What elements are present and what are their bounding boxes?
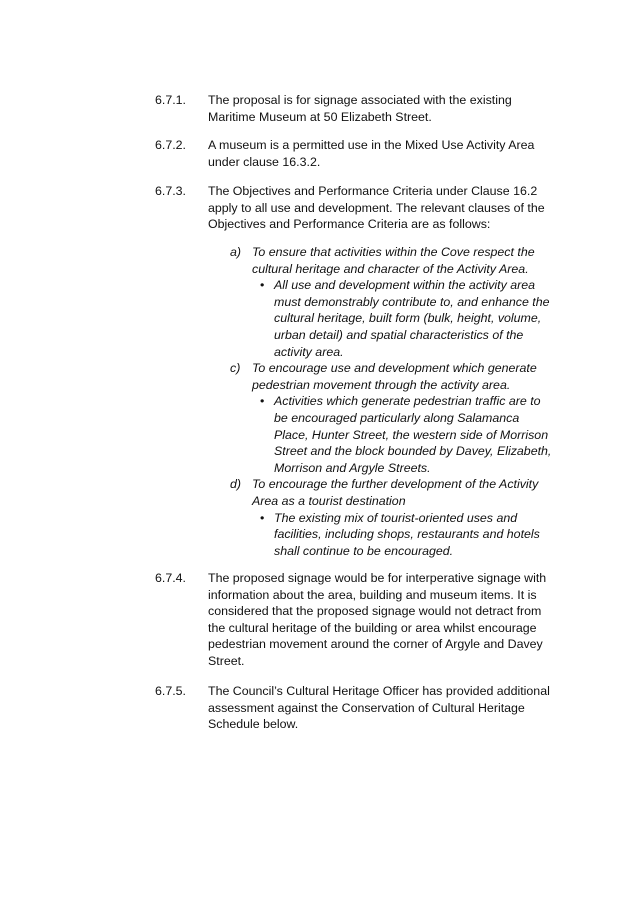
text-line: under clause 16.3.2. xyxy=(208,154,321,169)
text-line: A museum is a permitted use in the Mixed Use Activity Area xyxy=(208,138,535,152)
objective-a xyxy=(230,244,570,360)
clause-number: 6.7.3. xyxy=(155,184,187,198)
objective-text xyxy=(252,476,552,509)
bullet-item xyxy=(260,393,564,476)
text-line: Morrison and Argyle Streets. xyxy=(274,460,431,475)
text-line: apply to all use and development. The relevant clauses of the xyxy=(208,200,545,215)
objectives-list xyxy=(230,244,570,559)
clause-text xyxy=(208,570,568,670)
text-line: cultural heritage, built form (bulk, height, volume, xyxy=(274,311,542,326)
objective-letter: d) xyxy=(230,477,242,492)
objective-c xyxy=(230,360,570,476)
text-line: Schedule below. xyxy=(208,717,299,732)
text-line: All use and development within the activity area xyxy=(274,278,536,293)
clause-text xyxy=(208,683,568,733)
text-line: To encourage the further development of the Activity xyxy=(252,477,539,492)
clause-text xyxy=(208,137,568,170)
objective-letter: a) xyxy=(230,245,242,259)
objective-text xyxy=(252,244,552,277)
text-line: Street. xyxy=(208,653,245,668)
clause-number: 6.7.1. xyxy=(155,93,187,107)
text-line: The Council’s Cultural Heritage Officer has provided additional xyxy=(208,684,550,698)
clause-number: 6.7.5. xyxy=(155,684,187,698)
bullet-item xyxy=(260,277,564,360)
clause-number: 6.7.4. xyxy=(155,571,187,585)
text-line: Place, Hunter Street, the western side of Morrison xyxy=(274,427,549,442)
text-line: information about the area, building and museum items. It is xyxy=(208,587,537,602)
text-line: urban detail) and spatial characteristics of the xyxy=(274,327,524,342)
objective-d xyxy=(230,476,570,559)
text-line: Activities which generate pedestrian traffic are to xyxy=(274,394,541,409)
text-line: The proposal is for signage associated with the existing xyxy=(208,93,512,107)
clause-number: 6.7.2. xyxy=(155,138,187,152)
bullet-item xyxy=(260,510,564,560)
text-line: To ensure that activities within the Cove respect the xyxy=(252,245,535,259)
text-line: The Objectives and Performance Criteria under Clause 16.2 xyxy=(208,184,538,198)
text-line: considered that the proposed signage would not detract from xyxy=(208,604,542,619)
text-line: Area as a tourist destination xyxy=(252,493,406,508)
text-line: Street and the block bounded by Davey, Elizabeth, xyxy=(274,444,552,459)
text-line: cultural heritage and character of the Activity Area. xyxy=(252,261,529,276)
text-line: Maritime Museum at 50 Elizabeth Street. xyxy=(208,109,432,124)
bullet-icon: • xyxy=(260,394,265,409)
objective-text xyxy=(252,360,552,393)
text-line: facilities, including shops, restaurants and hotels xyxy=(274,527,540,542)
bullet-icon: • xyxy=(260,510,265,525)
text-line: Objectives and Performance Criteria are as follows: xyxy=(208,217,491,232)
text-line: be encouraged particularly along Salamanca xyxy=(274,410,520,425)
text-line: The existing mix of tourist-oriented uses and xyxy=(274,510,518,525)
clause-text xyxy=(208,183,568,233)
text-line: activity area. xyxy=(274,344,344,359)
text-line: To encourage use and development which generate xyxy=(252,361,537,376)
text-line: pedestrian movement around the corner of Argyle and Davey xyxy=(208,637,543,652)
text-line: must demonstrably contribute to, and enhance the xyxy=(274,294,550,309)
text-line: pedestrian movement through the activity area. xyxy=(252,377,511,392)
text-line: the cultural heritage of the building or area whilst encourage xyxy=(208,620,537,635)
text-line: The proposed signage would be for interperative signage with xyxy=(208,571,547,585)
bullet-icon: • xyxy=(260,278,265,293)
text-line: assessment against the Conservation of Cultural Heritage xyxy=(208,700,525,715)
text-line: shall continue to be encouraged. xyxy=(274,543,454,558)
clause-text xyxy=(208,92,568,125)
objective-letter: c) xyxy=(230,361,241,376)
